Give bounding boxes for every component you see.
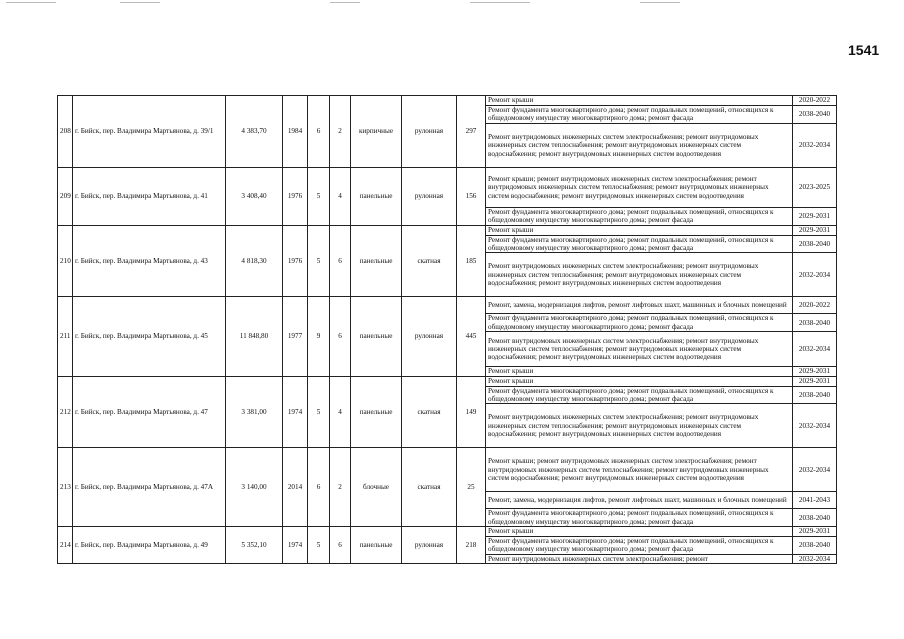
table-row [58, 527, 837, 536]
wall-material-cell: панельные [351, 167, 402, 225]
period-cell: 2029-2031 [793, 367, 837, 376]
work-type-cell: Ремонт, замена, модернизация лифтов, ремонт лифтовых шахт, машинных и блочных помещений [486, 297, 793, 314]
work-type-cell: Ремонт фундамента многоквартирного дома; ремонт подвальных помещений, относящихся к общедомовому имуществу многоквартирного дома; ремонт фасада [486, 207, 793, 225]
year-cell: 1984 [283, 96, 308, 168]
residents-cell: 149 [457, 376, 486, 448]
entrances-cell: 6 [330, 225, 351, 297]
residents-cell: 445 [457, 297, 486, 376]
period-cell: 2032-2034 [793, 332, 837, 367]
area-cell: 11 848,80 [226, 297, 283, 376]
table-row [58, 96, 837, 106]
work-type-cell: Ремонт фундамента многоквартирного дома; ремонт подвальных помещений, относящихся к общедомовому имуществу многоквартирного дома; ремонт фасада [486, 314, 793, 332]
work-type-cell: Ремонт фундамента многоквартирного дома; ремонт подвальных помещений, относящихся к общедомовому имуществу многоквартирного дома; ремонт фасада [486, 386, 793, 404]
period-cell: 2038-2040 [793, 235, 837, 253]
period-cell: 2029-2031 [793, 527, 837, 536]
year-cell: 1974 [283, 527, 308, 564]
year-cell: 1976 [283, 167, 308, 225]
work-type-cell: Ремонт внутридомовых инженерных систем электроснабжения; ремонт внутридомовых инженерных систем теплоснабжения; ремонт внутридомовых инженерных систем водоснабжения; ремонт внутридомовых инженерных систем водоотведения [486, 404, 793, 448]
period-cell: 2041-2043 [793, 492, 837, 509]
wall-material-cell: панельные [351, 297, 402, 376]
housing-register-table [57, 95, 837, 564]
wall-material-cell: панельные [351, 527, 402, 564]
period-cell: 2029-2031 [793, 225, 837, 235]
floors-cell: 6 [308, 448, 330, 527]
roof-type-cell: рулонная [402, 167, 457, 225]
period-cell: 2029-2031 [793, 207, 837, 225]
row-number: 213 [58, 448, 73, 527]
roof-type-cell: рулонная [402, 527, 457, 564]
work-type-cell: Ремонт крыши [486, 96, 793, 106]
residents-cell: 25 [457, 448, 486, 527]
floors-cell: 5 [308, 167, 330, 225]
row-number: 212 [58, 376, 73, 448]
roof-type-cell: скатная [402, 376, 457, 448]
area-cell: 5 352,10 [226, 527, 283, 564]
entrances-cell: 4 [330, 376, 351, 448]
work-type-cell: Ремонт внутридомовых инженерных систем электроснабжения; ремонт [486, 554, 793, 563]
roof-type-cell: рулонная [402, 96, 457, 168]
work-type-cell: Ремонт, замена, модернизация лифтов, ремонт лифтовых шахт, машинных и блочных помещений [486, 492, 793, 509]
period-cell: 2032-2034 [793, 448, 837, 492]
residents-cell: 156 [457, 167, 486, 225]
work-type-cell: Ремонт фундамента многоквартирного дома; ремонт подвальных помещений, относящихся к общедомовому имуществу многоквартирного дома; ремонт фасада [486, 536, 793, 554]
table-row [58, 225, 837, 235]
period-cell: 2038-2040 [793, 106, 837, 124]
period-cell: 2032-2034 [793, 123, 837, 167]
work-type-cell: Ремонт фундамента многоквартирного дома; ремонт подвальных помещений, относящихся к общедомовому имуществу многоквартирного дома; ремонт фасада [486, 235, 793, 253]
work-type-cell: Ремонт крыши [486, 527, 793, 536]
period-cell: 2038-2040 [793, 314, 837, 332]
period-cell: 2020-2022 [793, 96, 837, 106]
year-cell: 1976 [283, 225, 308, 297]
period-cell: 2032-2034 [793, 554, 837, 563]
year-cell: 1977 [283, 297, 308, 376]
row-number: 210 [58, 225, 73, 297]
wall-material-cell: блочные [351, 448, 402, 527]
wall-material-cell: кирпичные [351, 96, 402, 168]
work-type-cell: Ремонт фундамента многоквартирного дома; ремонт подвальных помещений, относящихся к общедомовому имуществу многоквартирного дома; ремонт фасада [486, 106, 793, 124]
roof-type-cell: рулонная [402, 297, 457, 376]
year-cell: 2014 [283, 448, 308, 527]
entrances-cell: 6 [330, 527, 351, 564]
table-row [58, 167, 837, 207]
work-type-cell: Ремонт крыши [486, 376, 793, 386]
floors-cell: 5 [308, 225, 330, 297]
period-cell: 2038-2040 [793, 509, 837, 527]
work-type-cell: Ремонт крыши; ремонт внутридомовых инженерных систем электроснабжения; ремонт внутридомовых инженерных систем теплоснабжения; ремонт внутридомовых инженерных систем водоснабжения; ремонт внутридомовых инженерных систем водоотведения [486, 448, 793, 492]
table-body [58, 96, 837, 564]
residents-cell: 297 [457, 96, 486, 168]
period-cell: 2032-2034 [793, 253, 837, 297]
area-cell: 3 381,00 [226, 376, 283, 448]
address-cell: г. Бийск, пер. Владимира Мартьянова, д. 39/1 [73, 96, 226, 168]
address-cell: г. Бийск, пер. Владимира Мартьянова, д. 47А [73, 448, 226, 527]
area-cell: 3 140,00 [226, 448, 283, 527]
entrances-cell: 2 [330, 96, 351, 168]
table-row [58, 448, 837, 492]
entrances-cell: 6 [330, 297, 351, 376]
roof-type-cell: скатная [402, 225, 457, 297]
floors-cell: 5 [308, 376, 330, 448]
row-number: 209 [58, 167, 73, 225]
roof-type-cell: скатная [402, 448, 457, 527]
year-cell: 1974 [283, 376, 308, 448]
period-cell: 2020-2022 [793, 297, 837, 314]
row-number: 208 [58, 96, 73, 168]
wall-material-cell: панельные [351, 376, 402, 448]
wall-material-cell: панельные [351, 225, 402, 297]
floors-cell: 9 [308, 297, 330, 376]
entrances-cell: 4 [330, 167, 351, 225]
period-cell: 2032-2034 [793, 404, 837, 448]
work-type-cell: Ремонт крыши [486, 225, 793, 235]
floors-cell: 5 [308, 527, 330, 564]
work-type-cell: Ремонт крыши; ремонт внутридомовых инженерных систем электроснабжения; ремонт внутридомовых инженерных систем теплоснабжения; ремонт внутридомовых инженерных систем водоснабжения; ремонт внутридомовых инженерных систем водоотведения [486, 167, 793, 207]
entrances-cell: 2 [330, 448, 351, 527]
area-cell: 3 408,40 [226, 167, 283, 225]
row-number: 211 [58, 297, 73, 376]
floors-cell: 6 [308, 96, 330, 168]
address-cell: г. Бийск, пер. Владимира Мартьянова, д. 47 [73, 376, 226, 448]
area-cell: 4 383,70 [226, 96, 283, 168]
address-cell: г. Бийск, пер. Владимира Мартьянова, д. 45 [73, 297, 226, 376]
period-cell: 2038-2040 [793, 536, 837, 554]
work-type-cell: Ремонт внутридомовых инженерных систем электроснабжения; ремонт внутридомовых инженерных систем теплоснабжения; ремонт внутридомовых инженерных систем водоснабжения; ремонт внутридомовых инженерных систем водоотведения [486, 123, 793, 167]
work-type-cell: Ремонт крыши [486, 367, 793, 376]
table-row [58, 376, 837, 386]
area-cell: 4 818,30 [226, 225, 283, 297]
row-number: 214 [58, 527, 73, 564]
period-cell: 2029-2031 [793, 376, 837, 386]
period-cell: 2038-2040 [793, 386, 837, 404]
page-number: 1541 [848, 42, 880, 58]
period-cell: 2023-2025 [793, 167, 837, 207]
address-cell: г. Бийск, пер. Владимира Мартьянова, д. 49 [73, 527, 226, 564]
work-type-cell: Ремонт фундамента многоквартирного дома; ремонт подвальных помещений, относящихся к общедомовому имуществу многоквартирного дома; ремонт фасада [486, 509, 793, 527]
work-type-cell: Ремонт внутридомовых инженерных систем электроснабжения; ремонт внутридомовых инженерных систем теплоснабжения; ремонт внутридомовых инженерных систем водоснабжения; ремонт внутридомовых инженерных систем водоотведения [486, 332, 793, 367]
address-cell: г. Бийск, пер. Владимира Мартьянова, д. 43 [73, 225, 226, 297]
work-type-cell: Ремонт внутридомовых инженерных систем электроснабжения; ремонт внутридомовых инженерных систем теплоснабжения; ремонт внутридомовых инженерных систем водоснабжения; ремонт внутридомовых инженерных систем водоотведения [486, 253, 793, 297]
scan-noise [0, 0, 904, 8]
table-row [58, 297, 837, 314]
residents-cell: 185 [457, 225, 486, 297]
residents-cell: 218 [457, 527, 486, 564]
address-cell: г. Бийск, пер. Владимира Мартьянова, д. 41 [73, 167, 226, 225]
